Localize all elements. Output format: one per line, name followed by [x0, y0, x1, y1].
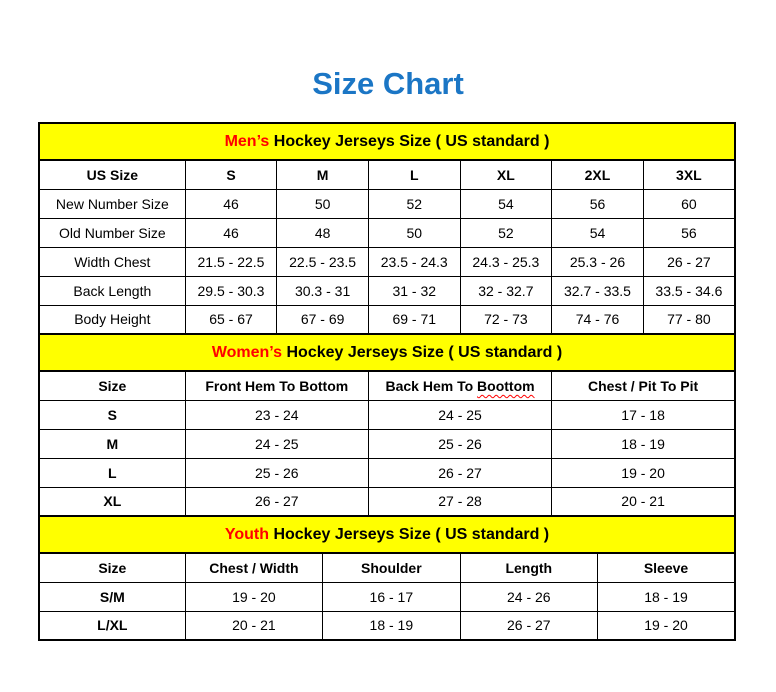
size-value-cell: 52 [368, 189, 460, 218]
womens-section-band [39, 334, 735, 371]
table-row [39, 189, 735, 218]
table-row [39, 218, 735, 247]
size-value-cell: 24 - 25 [368, 400, 551, 429]
row-label: L/XL [39, 611, 185, 640]
mens-size-table [38, 122, 736, 335]
size-value-cell: 32.7 - 33.5 [552, 276, 644, 305]
table-row [39, 305, 735, 334]
row-label: XL [39, 487, 185, 516]
column-header: Sleeve [598, 553, 735, 582]
table-row [39, 487, 735, 516]
size-value-cell: 19 - 20 [185, 582, 322, 611]
row-label: New Number Size [39, 189, 185, 218]
size-value-cell: 26 - 27 [185, 487, 368, 516]
youth-size-table [38, 515, 736, 641]
band-accent: Youth [224, 525, 269, 543]
size-value-cell: 31 - 32 [368, 276, 460, 305]
column-header: US Size [39, 160, 185, 189]
table-row [39, 582, 735, 611]
table-row [39, 611, 735, 640]
size-value-cell: 48 [277, 218, 369, 247]
size-value-cell: 18 - 19 [552, 429, 735, 458]
size-value-cell: 17 - 18 [552, 400, 735, 429]
table-row [39, 400, 735, 429]
band-accent: Men’s [224, 132, 270, 150]
row-label: Back Length [39, 276, 185, 305]
column-header: Shoulder [323, 553, 460, 582]
size-value-cell: 74 - 76 [552, 305, 644, 334]
size-value-cell: 27 - 28 [368, 487, 551, 516]
table-row [39, 458, 735, 487]
size-value-cell: 22.5 - 23.5 [277, 247, 369, 276]
row-label: L [39, 458, 185, 487]
misspelled-word: Boottom [477, 377, 535, 394]
womens-size-table [38, 333, 736, 517]
size-value-cell: 16 - 17 [323, 582, 460, 611]
size-value-cell: 69 - 71 [368, 305, 460, 334]
size-value-cell: 67 - 69 [277, 305, 369, 334]
size-value-cell: 50 [368, 218, 460, 247]
size-value-cell: 18 - 19 [598, 582, 735, 611]
column-header: Chest / Pit To Pit [552, 371, 735, 400]
page-title: Size Chart [312, 66, 464, 101]
size-value-cell: 19 - 20 [598, 611, 735, 640]
row-label: S [39, 400, 185, 429]
size-value-cell: 33.5 - 34.6 [643, 276, 735, 305]
size-value-cell: 65 - 67 [185, 305, 277, 334]
size-value-cell: 23 - 24 [185, 400, 368, 429]
womens-band-row [39, 334, 735, 371]
size-value-cell: 52 [460, 218, 552, 247]
size-value-cell: 60 [643, 189, 735, 218]
womens-header-row [39, 371, 735, 400]
column-header: S [185, 160, 277, 189]
size-value-cell: 25 - 26 [368, 429, 551, 458]
column-header: Size [39, 553, 185, 582]
size-value-cell: 50 [277, 189, 369, 218]
mens-section-band [39, 123, 735, 160]
size-value-cell: 25 - 26 [185, 458, 368, 487]
column-header: 2XL [552, 160, 644, 189]
size-value-cell: 25.3 - 26 [552, 247, 644, 276]
column-header: Chest / Width [185, 553, 322, 582]
band-accent: Women’s [211, 343, 283, 361]
youth-band-row [39, 516, 735, 553]
size-value-cell: 72 - 73 [460, 305, 552, 334]
table-row [39, 276, 735, 305]
size-value-cell: 77 - 80 [643, 305, 735, 334]
size-value-cell: 24 - 25 [185, 429, 368, 458]
size-value-cell: 24 - 26 [460, 582, 597, 611]
size-value-cell: 26 - 27 [368, 458, 551, 487]
table-row [39, 429, 735, 458]
size-tables-container [38, 122, 736, 641]
size-value-cell: 46 [185, 218, 277, 247]
size-value-cell: 54 [460, 189, 552, 218]
size-value-cell: 54 [552, 218, 644, 247]
youth-header-row [39, 553, 735, 582]
size-value-cell: 26 - 27 [643, 247, 735, 276]
column-header: Back Hem To Boottom [368, 371, 551, 400]
size-value-cell: 21.5 - 22.5 [185, 247, 277, 276]
youth-section-band [39, 516, 735, 553]
size-value-cell: 56 [643, 218, 735, 247]
column-header: Length [460, 553, 597, 582]
size-value-cell: 24.3 - 25.3 [460, 247, 552, 276]
row-label: S/M [39, 582, 185, 611]
size-value-cell: 19 - 20 [552, 458, 735, 487]
column-header: Front Hem To Bottom [185, 371, 368, 400]
table-row [39, 247, 735, 276]
size-value-cell: 20 - 21 [185, 611, 322, 640]
column-header: XL [460, 160, 552, 189]
size-value-cell: 46 [185, 189, 277, 218]
row-label: Body Height [39, 305, 185, 334]
mens-header-row [39, 160, 735, 189]
band-rest: Hockey Jerseys Size ( US standard ) [269, 525, 550, 543]
band-rest: Hockey Jerseys Size ( US standard ) [282, 343, 563, 361]
column-header: M [277, 160, 369, 189]
size-value-cell: 29.5 - 30.3 [185, 276, 277, 305]
column-header: 3XL [643, 160, 735, 189]
column-header: L [368, 160, 460, 189]
size-value-cell: 26 - 27 [460, 611, 597, 640]
size-value-cell: 56 [552, 189, 644, 218]
mens-band-row [39, 123, 735, 160]
row-label: Width Chest [39, 247, 185, 276]
size-value-cell: 23.5 - 24.3 [368, 247, 460, 276]
column-header: Size [39, 371, 185, 400]
size-value-cell: 18 - 19 [323, 611, 460, 640]
row-label: M [39, 429, 185, 458]
size-value-cell: 30.3 - 31 [277, 276, 369, 305]
band-rest: Hockey Jerseys Size ( US standard ) [269, 132, 550, 150]
row-label: Old Number Size [39, 218, 185, 247]
size-value-cell: 32 - 32.7 [460, 276, 552, 305]
size-value-cell: 20 - 21 [552, 487, 735, 516]
